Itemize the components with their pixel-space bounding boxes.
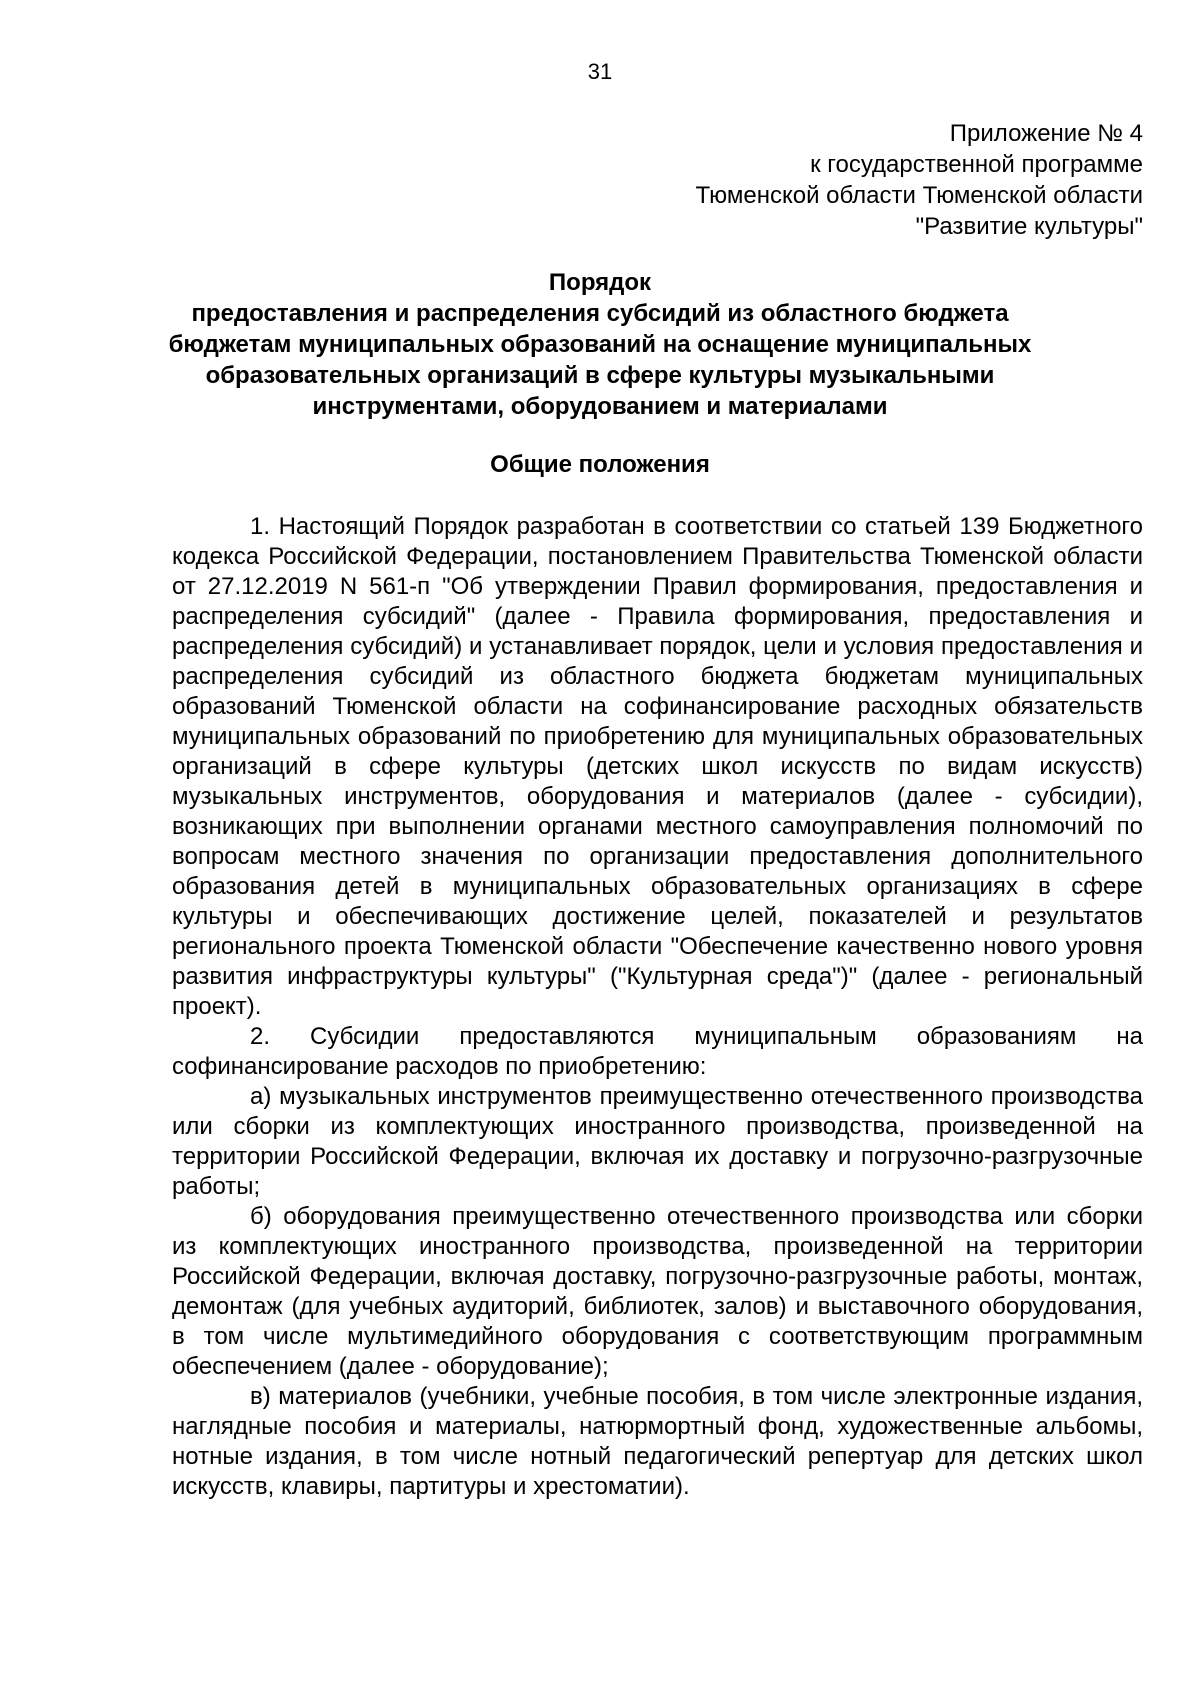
title-line: образовательных организаций в сфере культуры музыкальными (205, 362, 995, 389)
appendix-header (696, 118, 1143, 242)
appendix-line: к государственной программе (810, 151, 1143, 178)
page-number: 31 (587, 59, 613, 84)
appendix-line: Приложение № 4 (949, 120, 1143, 147)
title-line: бюджетам муниципальных образований на оснащение муниципальных (168, 331, 1032, 358)
body-text (172, 512, 1143, 1502)
paragraph-2a: а) музыкальных инструментов преимущественно отечественного производства или сборки из комплектующих иностранного производства, произведенной на территории Российской Федерации, включая их доставку и погрузочно-разгрузочные работы; (172, 1083, 1143, 1200)
title-line: Порядок (548, 269, 652, 296)
section-heading: Общие положения (490, 451, 710, 478)
paragraph-2b: б) оборудования преимущественно отечественного производства или сборки из комплектующих иностранного производства, произведенной на территории Российской Федерации, включая доставку, погрузочно-разгрузочные работы, монтаж, демонтаж (для учебных аудиторий, библиотек, залов) и выставочного оборудования, в том числе мультимедийного оборудования с соответствующим программным обеспечением (далее - оборудование); (172, 1203, 1143, 1380)
document-title (150, 267, 1050, 422)
paragraph-2: 2. Субсидии предоставляются муниципальным образованиям на софинансирование расходов по приобретению: (172, 1023, 1143, 1080)
appendix-line: Тюменской области Тюменской области (695, 182, 1143, 209)
paragraph-1: 1. Настоящий Порядок разработан в соответствии со статьей 139 Бюджетного кодекса Российской Федерации, постановлением Правительства Тюменской области от 27.12.2019 N 561-п "Об утверждении Правил формирования, предоставления и распределения субсидий" (далее - Правила формирования, предоставления и распределения субсидий) и устанавливает порядок, цели и условия предоставления и распределения субсидий из областного бюджета бюджетам муниципальных образований Тюменской области на софинансирование расходных обязательств муниципальных образований по приобретению для муниципальных образовательных организаций в сфере культуры (детских школ искусств по видам искусств) музыкальных инструментов, оборудования и материалов (далее - субсидии), возникающих при выполнении органами местного самоуправления полномочий по вопросам местного значения по организации предоставления дополнительного образования детей в муниципальных образовательных организациях в сфере культуры и обеспечивающих достижение целей, показателей и результатов регионального проекта Тюменской области "Обеспечение качественно нового уровня развития инфраструктуры культуры" ("Культурная среда")" (далее - региональный проект). (172, 513, 1143, 1020)
appendix-line: "Развитие культуры" (915, 213, 1143, 240)
title-line: предоставления и распределения субсидий из областного бюджета (191, 300, 1009, 327)
paragraph-2c: в) материалов (учебники, учебные пособия, в том числе электронные издания, наглядные пособия и материалы, натюрмортный фонд, художественные альбомы, нотные издания, в том числе нотный педагогический репертуар для детских школ искусств, клавиры, партитуры и хрестоматии). (172, 1383, 1143, 1500)
title-line: инструментами, оборудованием и материалами (312, 393, 888, 420)
